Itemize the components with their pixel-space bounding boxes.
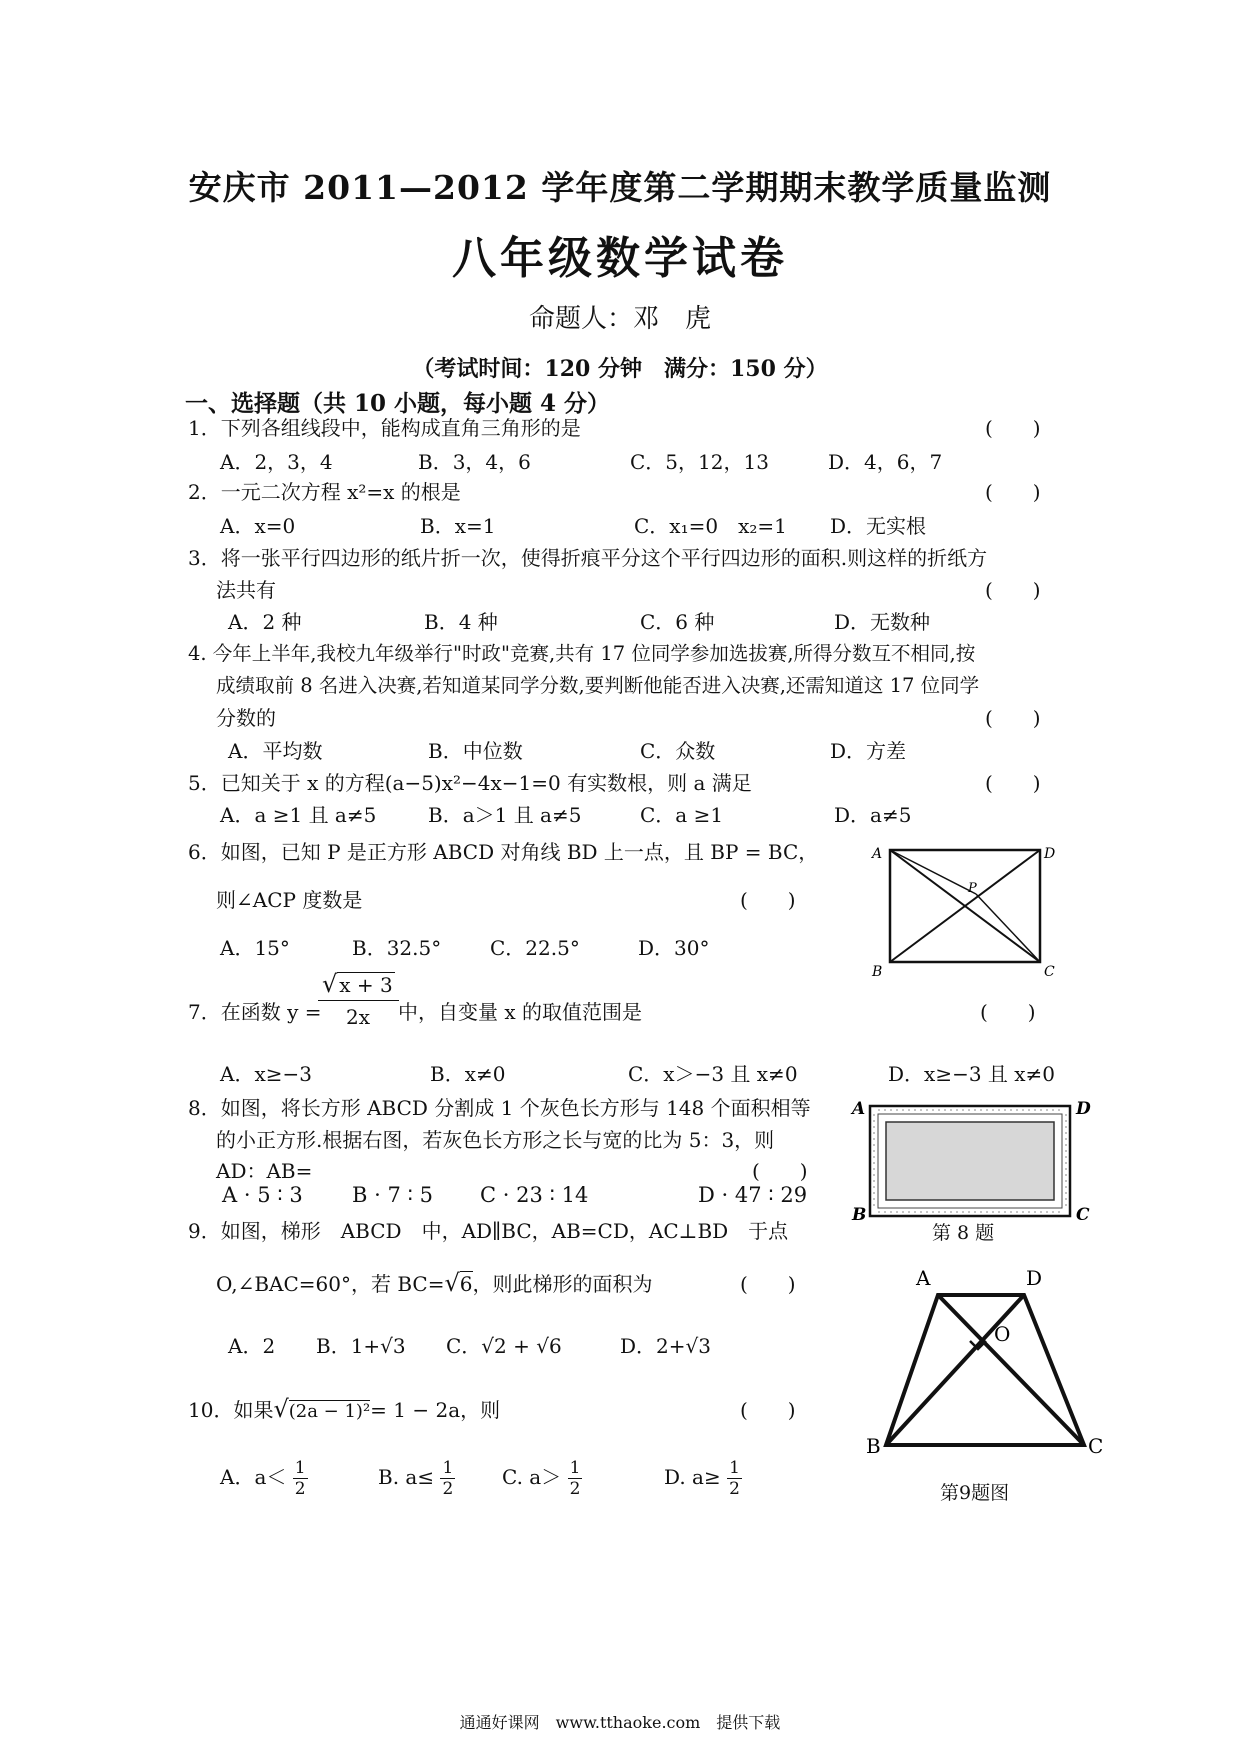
q10-pre: 10．如果 — [188, 1398, 274, 1422]
q10-radicand: (2a − 1)² — [288, 1401, 371, 1422]
answer-parens: ( ) — [752, 1159, 808, 1183]
q6-option-a: A．15° — [220, 936, 290, 960]
answer-parens: ( ) — [985, 480, 1041, 504]
fig9-label-b: B — [866, 1434, 881, 1458]
q10-option-c-den: 2 — [569, 1479, 581, 1499]
question-2-text: 2．一元二次方程 x²=x 的根是 — [188, 480, 461, 504]
figure-square-abcd — [868, 842, 1058, 978]
question-6-text-line2: 则∠ACP 度数是 — [216, 888, 363, 912]
page-footer: 通通好课网 www.tthaoke.com 提供下载 — [459, 1713, 781, 1732]
q4-option-c: C．众数 — [640, 739, 716, 763]
q5-option-b: B．a＞1 且 a≠5 — [428, 803, 582, 827]
fig6-label-b: B — [872, 964, 883, 978]
q8-option-c: C · 23 ∶ 14 — [480, 1183, 589, 1207]
question-4-text-line3: 分数的 — [216, 706, 276, 730]
exam-title-line1: 安庆市 2011—2012 学年度第二学期期末教学质量监测 — [188, 168, 1052, 207]
q9-option-b: B．1+√3 — [316, 1334, 406, 1358]
q7-option-b: B．x≠0 — [430, 1062, 506, 1086]
answer-parens: ( ) — [740, 888, 796, 912]
question-8-text-line2: 的小正方形.根据右图，若灰色长方形之长与宽的比为 5：3，则 — [216, 1128, 775, 1152]
fig8-label-d: D — [1076, 1099, 1091, 1119]
answer-parens: ( ) — [985, 771, 1041, 795]
question-10-text: 10．如果√(2a − 1)²= 1 − 2a，则 — [188, 1395, 501, 1423]
question-4-text-line2: 成绩取前 8 名进入决赛,若知道某同学分数,要判断他能否进入决赛,还需知道这 17 位同学 — [216, 674, 980, 697]
fig6-label-c: C — [1044, 964, 1055, 978]
q2-option-c: C．x₁=0 x₂=1 — [634, 514, 787, 538]
answer-parens: ( ) — [985, 706, 1041, 730]
fig6-label-p: P — [968, 881, 977, 896]
figure-9-caption: 第9题图 — [940, 1482, 1010, 1504]
answer-parens: ( ) — [980, 1000, 1036, 1024]
question-3-text-line2: 法共有 — [216, 578, 276, 602]
fig9-label-a: A — [916, 1266, 931, 1290]
q10-option-b — [378, 1458, 455, 1499]
q8-option-a: A · 5 ∶ 3 — [222, 1183, 303, 1207]
fig8-label-c: C — [1076, 1205, 1090, 1225]
q7-option-c: C．x＞−3 且 x≠0 — [628, 1062, 798, 1086]
q9-line2-pre: O,∠BAC=60°，若 BC= — [216, 1272, 445, 1296]
q10-option-d-label: D. a≥ — [664, 1465, 721, 1489]
q10-option-b-label: B. a≤ — [378, 1465, 435, 1489]
question-9-text-line1: 9．如图，梯形 ABCD 中，AD∥BC，AB=CD，AC⊥BD 于点 — [188, 1219, 789, 1243]
exam-info: （考试时间：120 分钟 满分：150 分） — [412, 356, 828, 382]
question-8-text-line1: 8．如图，将长方形 ABCD 分割成 1 个灰色长方形与 148 个面积相等 — [188, 1096, 811, 1120]
figure-trapezoid-abcd — [866, 1265, 1116, 1465]
q10-option-d — [664, 1458, 742, 1499]
q6-option-b: B．32.5° — [352, 936, 442, 960]
q3-option-d: D．无数种 — [834, 610, 931, 634]
q2-option-b: B．x=1 — [420, 514, 496, 538]
q4-option-d: D．方差 — [830, 739, 907, 763]
fig6-label-d: D — [1044, 846, 1056, 862]
question-5-text: 5．已知关于 x 的方程(a−5)x²−4x−1=0 有实数根，则 a 满足 — [188, 771, 752, 795]
q10-option-c-num: 1 — [569, 1458, 581, 1478]
q7-option-d: D．x≥−3 且 x≠0 — [888, 1062, 1056, 1086]
question-4-text-line1: 4. 今年上半年,我校九年级举行"时政"竞赛,共有 17 位同学参加选拔赛,所得分数互不相同,按 — [188, 642, 976, 665]
question-3-text-line1: 3．将一张平行四边形的纸片折一次，使得折痕平分这个平行四边形的面积.则这样的折纸方 — [188, 546, 988, 570]
q1-option-d: D．4，6，7 — [828, 450, 943, 474]
q10-option-d-den: 2 — [729, 1479, 740, 1499]
exam-author: 命题人：邓 虎 — [528, 304, 711, 334]
exam-title-main: 八年级数学试卷 — [452, 233, 788, 284]
q3-option-c: C．6 种 — [640, 610, 715, 634]
fig9-label-d: D — [1026, 1266, 1043, 1290]
figure-rectangle-grid — [848, 1098, 1098, 1238]
question-8-text-line3: AD：AB= — [216, 1159, 313, 1183]
q7-fraction-denominator: 2x — [345, 1005, 370, 1029]
q7-fraction-numerator: x + 3 — [339, 973, 393, 997]
q4-option-a: A．平均数 — [228, 739, 323, 763]
fig8-label-b: B — [852, 1205, 867, 1225]
q5-option-a: A．a ≥1 且 a≠5 — [220, 803, 377, 827]
section-title: 一、选择题（共 10 小题，每小题 4 分） — [185, 390, 611, 417]
fig8-label-a: A — [852, 1099, 866, 1119]
question-7-pre: 7．在函数 y = — [188, 1000, 322, 1024]
q10-option-b-num: 1 — [442, 1458, 454, 1478]
q3-option-b: B．4 种 — [424, 610, 498, 634]
q1-option-a: A．2，3，4 — [220, 450, 333, 474]
q9-option-c: C．√2 + √6 — [446, 1334, 562, 1358]
q10-option-a-num: 1 — [294, 1458, 306, 1478]
q10-option-a-label: A．a＜ — [220, 1465, 287, 1489]
q6-option-d: D．30° — [638, 936, 710, 960]
q1-option-b: B．3，4，6 — [418, 450, 531, 474]
answer-parens: ( ) — [985, 578, 1041, 602]
q10-option-a — [220, 1458, 308, 1499]
q8-option-b: B · 7 ∶ 5 — [352, 1183, 433, 1207]
fig9-label-c: C — [1088, 1434, 1104, 1458]
answer-parens: ( ) — [740, 1398, 796, 1422]
q5-option-c: C．a ≥1 — [640, 803, 724, 827]
q5-option-d: D．a≠5 — [834, 803, 912, 827]
q2-option-d: D．无实根 — [830, 514, 927, 538]
q10-option-c-label: C. a＞ — [502, 1465, 562, 1489]
q6-option-c: C．22.5° — [490, 936, 580, 960]
q7-option-a: A．x≥−3 — [220, 1062, 312, 1086]
answer-parens: ( ) — [985, 416, 1041, 440]
answer-parens: ( ) — [740, 1272, 796, 1296]
question-6-text-line1: 6．如图，已知 P 是正方形 ABCD 对角线 BD 上一点，且 BP = BC， — [188, 840, 819, 864]
q10-option-c — [502, 1458, 582, 1499]
fig6-label-a: A — [872, 846, 883, 862]
q8-option-d: D · 47 ∶ 29 — [698, 1183, 808, 1207]
question-7-post: 中，自变量 x 的取值范围是 — [398, 1000, 642, 1024]
q9-option-d: D．2+√3 — [620, 1334, 711, 1358]
q7-fraction: √ x + 3 2x — [318, 970, 398, 1029]
q3-option-a: A．2 种 — [228, 610, 302, 634]
q9-option-a: A．2 — [228, 1334, 276, 1358]
q10-mid: = 1 − 2a，则 — [370, 1398, 501, 1422]
question-9-text-line2: O,∠BAC=60°，若 BC=√6，则此梯形的面积为 — [216, 1269, 653, 1297]
q10-option-d-num: 1 — [729, 1458, 740, 1478]
q9-radicand: 6 — [459, 1272, 473, 1296]
q1-option-c: C．5，12，13 — [630, 450, 769, 474]
figure-8-caption: 第 8 题 — [932, 1222, 995, 1244]
q9-line2-post: ，则此梯形的面积为 — [472, 1272, 653, 1296]
q4-option-b: B．中位数 — [428, 739, 523, 763]
q10-option-b-den: 2 — [442, 1479, 454, 1499]
fig9-label-o: O — [994, 1322, 1011, 1346]
q10-option-a-den: 2 — [294, 1479, 306, 1499]
q2-option-a: A．x=0 — [220, 514, 296, 538]
question-1-text: 1．下列各组线段中，能构成直角三角形的是 — [188, 416, 581, 440]
